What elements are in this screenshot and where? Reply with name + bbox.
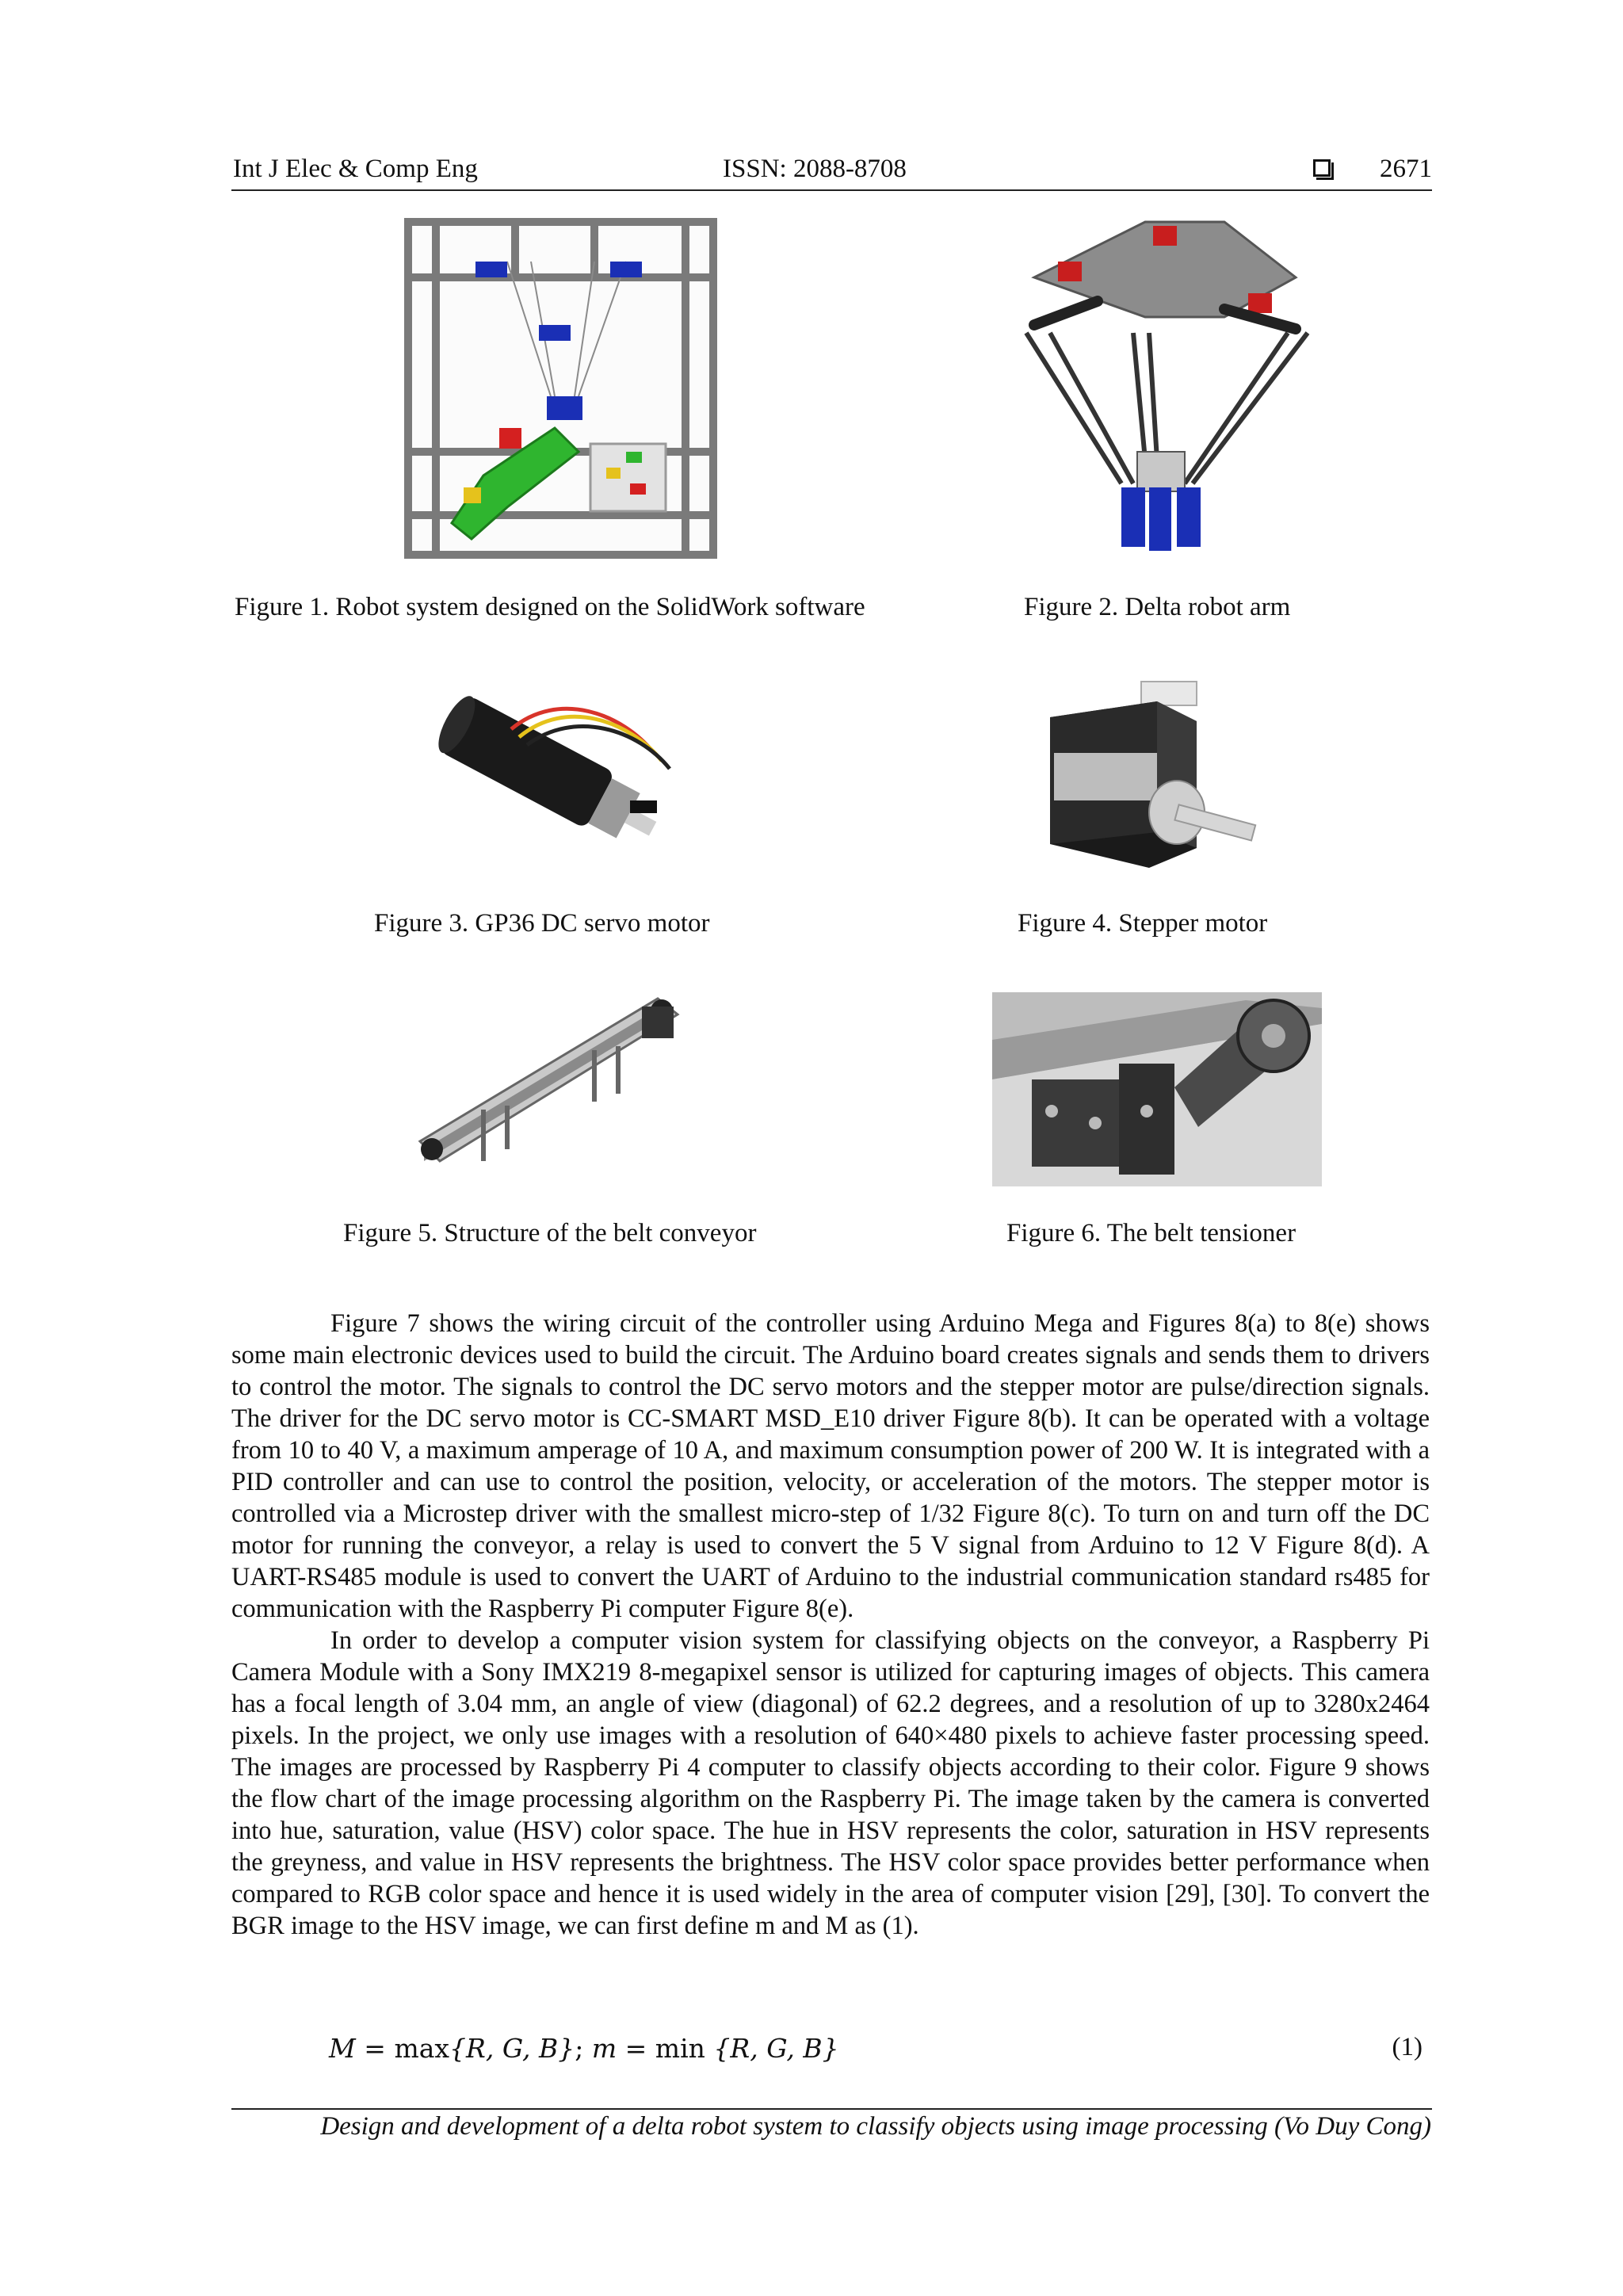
motor-blue-2 — [610, 262, 642, 277]
motor-blue-1 — [475, 262, 507, 277]
page-number: 2671 — [1380, 155, 1432, 183]
delta-robot-arm-illustration — [987, 214, 1343, 571]
eq-min: min — [655, 2033, 714, 2064]
body-text — [231, 1308, 1430, 1942]
figure-3 — [416, 682, 693, 876]
eq-equals-2: = — [617, 2033, 655, 2064]
eq-equals-1: = — [355, 2033, 395, 2064]
figure-5-caption: Figure 5. Structure of the belt conveyor — [343, 1219, 757, 1247]
issn: ISSN: 2088-8708 — [723, 155, 907, 183]
paragraph-1: Figure 7 shows the wiring circuit of the controller using Arduino Mega and Figures 8(a) to 8(e) shows some main electronic devices used to build the circuit. The Arduino board creates signals and sends them to drivers to control the motor. The signals to control the DC servo motors and the stepper motor are pulse/direction signals. The driver for the DC servo motor is CC-SMART MSD_E10 driver Figure 8(b). It can be operated with a voltage from 10 to 40 V, a maximum amperage of 10 A, and maximum consumption power of 200 W. It is integrated with a PID controller and can use to control the position, velocity, or acceleration of the motors. The stepper motor is controlled via a Microstep driver with the smallest micro-step of 1/32 Figure 8(c). To turn on and turn off the DC motor for running the conveyor, a relay is used to convert the 5 V signal from Arduino to 12 V Figure 8(d). A UART-RS485 module is used to convert the UART of Arduino to the industrial communication standard rs485 for communication with the Raspberry Pi computer Figure 8(e). — [231, 1309, 1430, 1623]
footer-rule — [231, 2108, 1432, 2110]
figure-6 — [992, 992, 1322, 1186]
figure-4-caption: Figure 4. Stepper motor — [1018, 909, 1268, 938]
figure-1-caption: Figure 1. Robot system designed on the SolidWork software — [235, 593, 865, 621]
figure-3-caption: Figure 3. GP36 DC servo motor — [374, 909, 710, 938]
belt-conveyor-illustration — [404, 983, 705, 1177]
equation-1 — [329, 2033, 839, 2064]
belt-tensioner-illustration — [992, 992, 1322, 1186]
eq-rhs: m — [591, 2033, 617, 2064]
eq-lhs: M — [329, 2033, 356, 2064]
eq-separator: ; — [575, 2033, 592, 2064]
figure-6-caption: Figure 6. The belt tensioner — [1006, 1219, 1296, 1247]
eq-max: max — [394, 2033, 450, 2064]
stepper-motor-illustration — [1038, 678, 1268, 880]
figure-2 — [987, 214, 1343, 571]
footer-title: Design and development of a delta robot system to classify objects using image processing (Vo Duy Cong) — [320, 2112, 1431, 2141]
motor-blue-3 — [539, 325, 571, 341]
running-header — [231, 155, 1432, 191]
figure-5 — [404, 983, 705, 1177]
figure-4 — [1038, 678, 1268, 880]
paragraph-2: In order to develop a computer vision system for classifying objects on the conveyor, a Raspberry Pi Camera Module with a Sony IMX219 8-megapixel sensor is utilized for capturing images of objects. This camera has a focal length of 3.04 mm, an angle of view (diagonal) of 62.2 degrees, and a resolution of up to 3280x2464 pixels. In the project, we only use images with a resolution of 640×480 pixels to achieve faster processing speed. The images are processed by Raspberry Pi 4 computer to classify objects according to their color. Figure 9 shows the flow chart of the image processing algorithm on the Raspberry Pi. The image taken by the camera is converted into hue, saturation, value (HSV) color space. The hue in HSV represents the color, saturation in HSV represents the greyness, and value in HSV represents the brightness. The HSV color space provides better performance when compared to RGB color space and hence it is used widely in the area of computer vision [29], [30]. To convert the BGR image to the HSV image, we can first define m and M as (1). — [231, 1626, 1430, 1940]
eq-set-1: {R, G, B} — [449, 2033, 575, 2064]
eq-set-2: {R, G, B} — [713, 2033, 839, 2064]
journal-name: Int J Elec & Comp Eng — [233, 155, 478, 183]
equation-number: (1) — [1392, 2033, 1423, 2061]
square-bullet-icon — [1313, 159, 1331, 177]
figure-2-caption: Figure 2. Delta robot arm — [1024, 593, 1291, 621]
robot-system-illustration — [396, 214, 729, 563]
dc-servo-motor-illustration — [416, 682, 693, 876]
figure-1 — [396, 214, 729, 563]
